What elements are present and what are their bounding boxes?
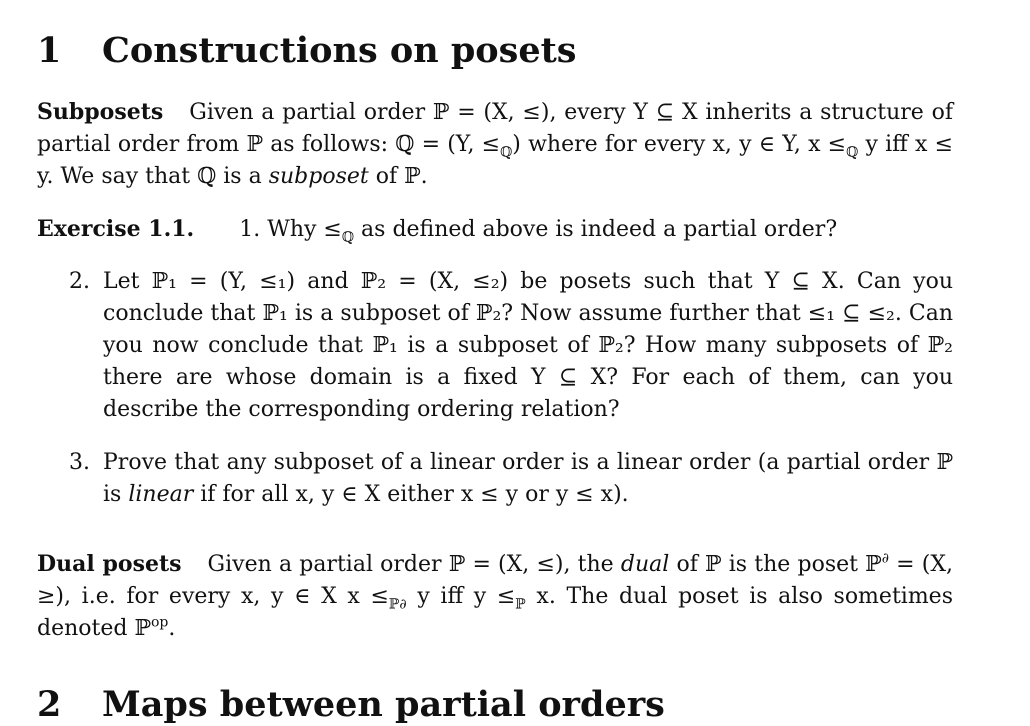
- dual-sub-1: ℙ∂: [388, 596, 407, 613]
- exercise-item-1-rest: as defined above is indeed a partial order?: [354, 217, 838, 242]
- dual-sup-1: ∂: [881, 550, 889, 567]
- dual-text-a: Given a partial order ℙ = (X, ≤), the: [207, 552, 621, 577]
- exercise-item-3-text-b: if for all x, y ∈ X either x ≤ y or y ≤ x).: [193, 482, 629, 507]
- exercise-item-3: [69, 447, 953, 511]
- dual-sup-2: op: [151, 614, 169, 631]
- exercise-item-3-text: [103, 447, 953, 511]
- dual-text-d: y iff y ≤: [406, 584, 516, 609]
- dual-text-f: .: [168, 616, 176, 641]
- exercise-item-3-number: 3.: [69, 450, 90, 475]
- exercise-heading: Exercise 1.1.: [37, 216, 195, 242]
- exercise-item-2: [69, 266, 953, 426]
- subposets-text-b: ) where for every x, y ∈ Y, x ≤: [512, 132, 847, 157]
- subposet-term: subposet: [268, 164, 369, 189]
- exercise-item-2-text: Let ℙ₁ = (Y, ≤₁) and ℙ₂ = (X, ≤₂) be posets such that Y ⊆ X. Can you conclude that ℙ₁ is a subposet of ℙ₂? Now assume further that ≤₁ ⊆ ≤₂. Can you now conclude that ℙ₁ is a subposet of ℙ₂? How many subposets of ℙ₂ there are whose domain is a fixed Y ⊆ X? For each of them, can you describe the corresponding ordering relation?: [103, 269, 953, 422]
- section-number: 1: [37, 30, 62, 71]
- exercise-item-1-number: 1.: [239, 217, 261, 242]
- dual-text-e: x. The dual poset is also sometimes denoted ℙ: [37, 584, 953, 641]
- subposets-paragraph: [37, 96, 953, 193]
- subposets-text-c: y iff x ≤ y. We say that ℚ is a: [37, 132, 954, 189]
- dual-text-c: = (X, ≥), i.e. for every x, y ∈ X x ≤: [37, 552, 953, 609]
- exercise-line-1: [37, 213, 953, 246]
- subposets-sub-a: ℚ: [500, 144, 513, 161]
- subposets-heading: Subposets: [37, 99, 164, 125]
- subposets-text-a: Given a partial order ℙ = (X, ≤), every Y ⊆ X inherits a structure of partial order from ℙ as follows: ℚ = (Y, ≤: [37, 100, 953, 157]
- dual-heading: Dual posets: [37, 551, 182, 577]
- next-section-title: [37, 684, 665, 726]
- exercise-item-1-sub: ℚ: [341, 229, 355, 246]
- dual-term: dual: [620, 552, 670, 577]
- section-title-text: Constructions on posets: [102, 30, 577, 71]
- subposets-sub-b: ℚ: [846, 144, 859, 161]
- next-section-title-text: Maps between partial orders: [102, 684, 665, 725]
- linear-term: linear: [128, 482, 194, 507]
- exercise-item-3-text-a: Prove that any subposet of a linear order is a linear order (a partial order ℙ is: [103, 450, 953, 507]
- exercise-item-2-number: 2.: [69, 269, 90, 294]
- section-title: [37, 30, 577, 72]
- subposets-text-d: of ℙ.: [368, 164, 428, 189]
- dual-paragraph: [37, 548, 953, 645]
- next-section-number: 2: [37, 684, 62, 725]
- dual-sub-2: ℙ: [515, 596, 526, 613]
- exercise-item-1-text: Why ≤: [267, 217, 342, 242]
- dual-text-b: of ℙ is the poset ℙ: [669, 552, 882, 577]
